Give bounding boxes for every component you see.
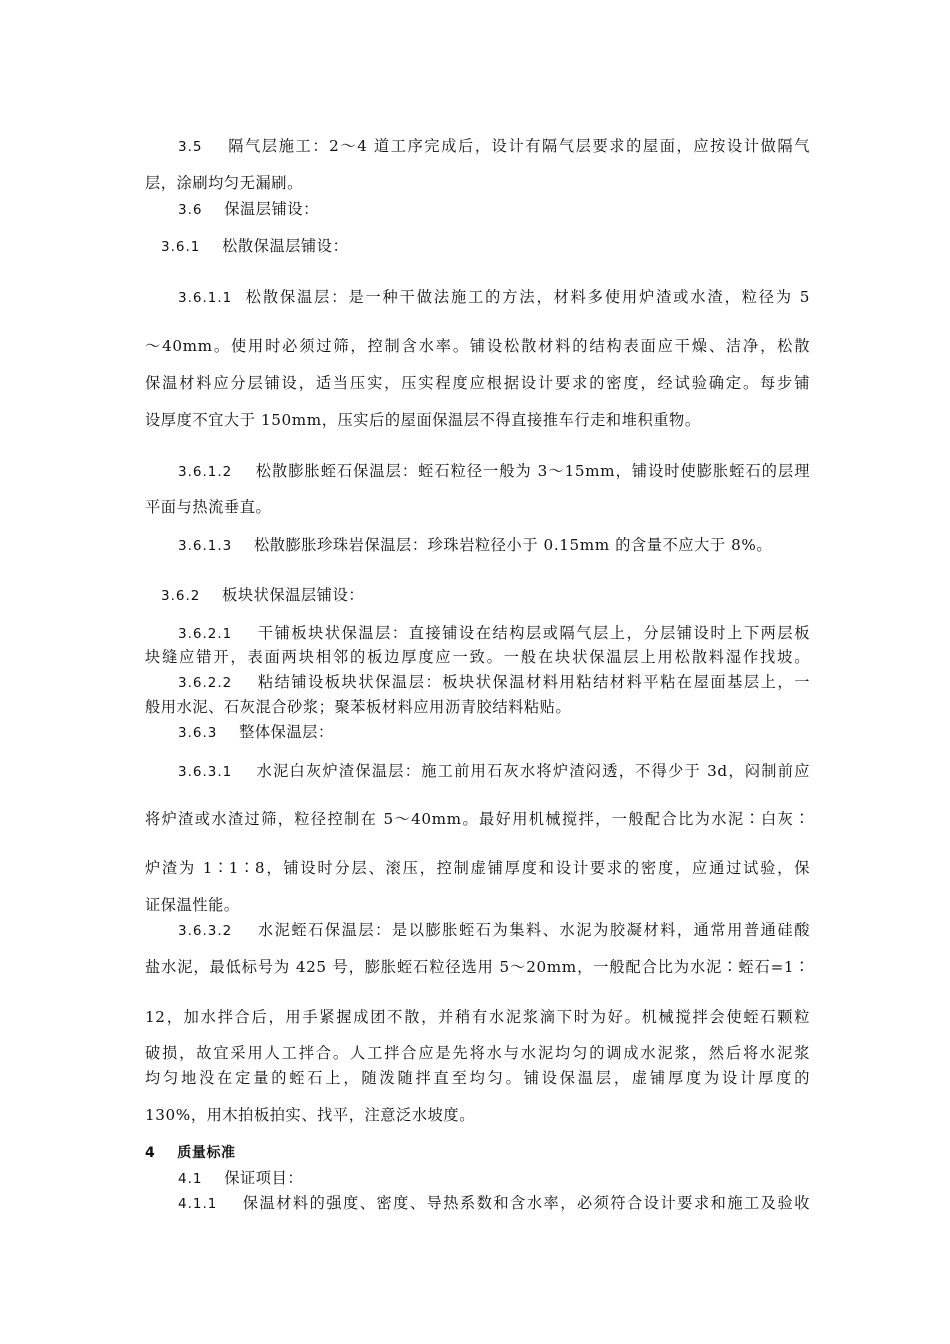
section-number: 3.6.3.1 [178,764,233,780]
paragraph-3-6-3-1-line-4 [145,895,810,915]
paragraph-3-6-1-1-line-4 [145,410,810,430]
paragraph-3-6-1-1-line-2 [145,336,810,356]
paragraph-3-6-2-2-line-1 [178,672,810,693]
section-number: 4.1 [178,1171,203,1187]
paragraph-text: ～40mm。使用时必须过筛，控制含水率。铺设松散材料的结构表面应干燥、洁净，松散 [145,337,810,355]
paragraph-text: 松散保温层：是一种干做法施工的方法，材料多使用炉渣或水渣，粒径为 5 [245,288,811,306]
paragraph-4-1-1-line-1 [178,1193,810,1214]
section-number: 3.6.1.3 [178,538,233,554]
heading-text: 松散保温层铺设： [222,237,349,255]
paragraph-text: 130%，用木拍板拍实、找平，注意泛水坡度。 [145,1106,475,1124]
section-number: 3.6.2.2 [178,675,233,691]
paragraph-text: 破损，故宜采用人工拌合。人工拌合应是先将水与水泥均匀的调成水泥浆，然后将水泥浆 [145,1044,810,1062]
section-number: 3.5 [178,139,203,155]
paragraph-text: 隔气层施工：2～4 道工序完成后，设计有隔气层要求的屋面，应按设计做隔气 [228,137,810,155]
section-number: 3.6.1.2 [178,464,233,480]
paragraph-text: 块缝应错开，表面两块相邻的板边厚度应一致。一般在块状保温层上用松散料湿作找坡。 [145,648,810,666]
paragraph-text: 层，涂刷均匀无漏刷。 [145,174,303,192]
paragraph-3-6-3-2-line-5 [145,1068,810,1088]
paragraph-3-6-3-1-line-3 [145,858,810,878]
paragraph-3-6-3-2-line-1 [178,920,810,941]
heading-text: 保温层铺设： [224,200,319,218]
section-number: 3.6.1.1 [178,290,233,306]
heading-4-1 [178,1168,843,1189]
section-number: 3.6.3 [178,725,218,741]
paragraph-text: 平面与热流垂直。 [145,498,272,516]
paragraph-text: 松散膨胀蛭石保温层：蛭石粒径一般为 3～15mm，铺设时使膨胀蛭石的层理 [255,462,810,480]
heading-4 [145,1143,810,1163]
paragraph-text: 12，加水拌合后，用手紧握成团不散，并稍有水泥浆滴下时为好。机械搅拌会使蛭石颗粒 [145,1008,810,1026]
paragraph-3-6-1-1-line-3 [145,373,810,393]
heading-3-6 [178,199,843,220]
section-number: 3.6.3.2 [178,923,233,939]
paragraph-text: 水泥白灰炉渣保温层：施工前用石灰水将炉渣闷透，不得少于 3d，闷制前应 [256,762,810,780]
section-number: 4.1.1 [178,1196,218,1212]
paragraph-3-6-2-1-line-2 [145,647,810,667]
paragraph-text: 均匀地没在定量的蛭石上，随泼随拌直至均匀。铺设保温层，虚铺厚度为设计厚度的 [145,1069,810,1087]
paragraph-3-6-3-2-line-4 [145,1043,810,1063]
paragraph-3-6-3-1-line-1 [178,761,810,782]
paragraph-text: 炉渣为 1∶1∶8，铺设时分层、滚压，控制虚铺厚度和设计要求的密度，应通过试验，保 [145,859,810,877]
paragraph-text: 水泥蛭石保温层：是以膨胀蛭石为集料、水泥为胶凝材料，通常用普通硅酸 [257,921,810,939]
paragraph-3-6-1-3 [178,535,843,556]
paragraph-text: 般用水泥、石灰混合砂浆；聚苯板材料应用沥青胶结料粘贴。 [145,698,572,716]
paragraph-3-6-3-2-line-6 [145,1105,810,1125]
heading-text: 保证项目： [224,1169,304,1187]
paragraph-3-5-line-2 [145,173,810,193]
section-number: 3.6.1 [161,239,201,255]
paragraph-text: 粘结铺设板块状保温层：板块状保温材料用粘结材料平粘在屋面基层上，一 [257,673,810,691]
heading-text: 质量标准 [177,1145,236,1161]
paragraph-text: 干铺板块状保温层：直接铺设在结构层或隔气层上，分层铺设时上下两层板 [257,624,810,642]
paragraph-3-6-2-2-line-2 [145,697,810,717]
heading-3-6-2 [161,585,826,606]
heading-text: 板块状保温层铺设： [222,586,365,604]
paragraph-3-6-1-1-line-1 [178,287,810,308]
section-number: 4 [145,1145,156,1161]
paragraph-3-6-3-2-line-3 [145,1007,810,1027]
paragraph-3-5-line-1 [178,136,810,157]
section-number: 3.6 [178,202,203,218]
section-number: 3.6.2 [161,588,201,604]
paragraph-text: 盐水泥，最低标号为 425 号，膨胀蛭石粒径选用 5～20mm，一般配合比为水泥∶蛭石=1∶ [145,958,810,976]
paragraph-3-6-2-1-line-1 [178,623,810,644]
paragraph-3-6-3-1-line-2 [145,809,810,829]
paragraph-3-6-1-2-line-1 [178,461,810,482]
heading-3-6-3 [178,722,843,743]
paragraph-text: 保温材料应分层铺设，适当压实，压实程度应根据设计要求的密度，经试验确定。每步铺 [145,374,810,392]
paragraph-text: 保温材料的强度、密度、导热系数和含水率，必须符合设计要求和施工及验收 [242,1194,810,1212]
paragraph-3-6-3-2-line-2 [145,957,810,977]
heading-3-6-1 [161,236,826,257]
paragraph-text: 将炉渣或水渣过筛，粒径控制在 5～40mm。最好用机械搅拌，一般配合比为水泥∶白灰∶ [145,810,810,828]
paragraph-text: 证保温性能。 [145,896,240,914]
heading-text: 整体保温层： [239,723,334,741]
paragraph-3-6-1-2-line-2 [145,497,810,517]
paragraph-text: 设厚度不宜大于 150mm，压实后的屋面保温层不得直接推车行走和堆积重物。 [145,411,701,429]
paragraph-text: 松散膨胀珍珠岩保温层：珍珠岩粒径小于 0.15mm 的含量不应大于 8%。 [253,536,773,554]
section-number: 3.6.2.1 [178,626,233,642]
